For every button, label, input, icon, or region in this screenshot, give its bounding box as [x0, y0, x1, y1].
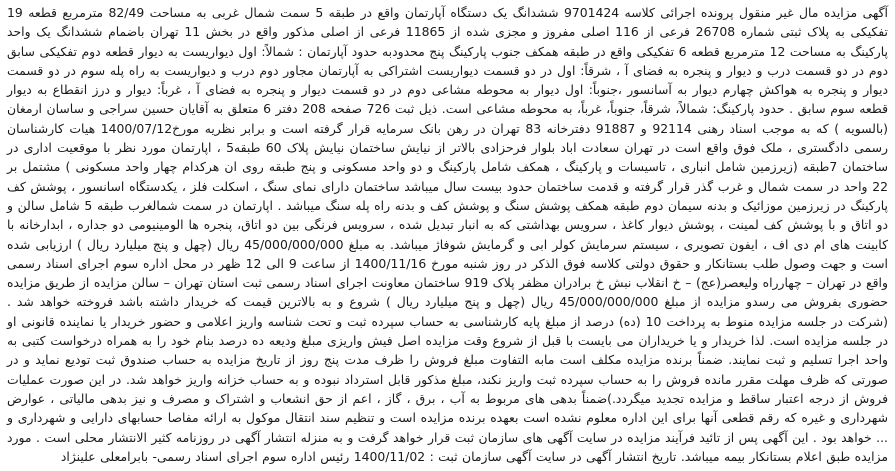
auction-notice-text: آگهی مزایده مال غیر منقول پرونده اجرائی کلاسه 9701424 ششدانگ یک دستگاه آپارتمان واقع در طبقه 5 سمت شمال غربی به مساحت 82/49 مترمربع قطعه 19 تفکیکی به پلاک ثبتی شماره 26708 فرعی از 116 اصلی مفروز و مجزی شده از 11865 فرعی از اصلی مذکور واقع در بخش 11 تهران باضمام ششدانگ یک واحد پارکینگ به مساحت 12 مترمربع قطعه 6 تفکیکی واقع در طبقه همکف جنوب پارکینگ پنج محدودبه حدود آپارتمان : شمالاً: اول دیواریست به دیوار قطعه دوم تفکیکی سابق دوم در دو قسمت درب و دیوار و پنجره به فضای آ ، شرقاً: اول در دو قسمت دیواریست اشتراکی به آپارتمان مجاور دوم درب و دیواریست به راه پله سوم در دو قسمت دیوار و پنجره به هواکش چهارم دیوار به آسانسور ،جنوباً: اول دیوار به محوطه مشاعی دوم در دو قسمت دیوار و پنجره به فضای آ ، غرباً: دیوار و درز انقطاع به دیوار قطعه سوم سابق . حدود پارکینگ: شمالاً، شرقاً، جنوباً، غرباً، به محوطه مشاعی است. ذیل ثبت 726 صفحه 208 دفتر 6 متعلق به آقایان حسین سراجی و ساسان ارمغان (بالسویه ) که به موجب اسناد رهنی 92114 و 91887 دفترخانه 83 تهران در رهن بانک سرمایه قرار گرفته است و برابر نظریه مورخ1400/07/12 هیات کارشناسان رسمی دادگستری ، ملک فوق واقع است در تهران سعادت اباد بلوار فرحزادی بالاتر از نیایش ساختمان نیایش پلاک 60 طبقه5 ، اپارتمان مورد نظر با موقعیت اداری در ساختمان 7طبقه (زیرزمین شامل انباری ، تاسیسات و پارکینگ ، همکف شامل پارکینگ و دو واحد مسکونی و پنج طبقه روی ان هرکدام چهار واحد مسکونی ) مشتمل بر 22 واحد در سمت شمال و غرب گذر قرار گرفته و قدمت ساختمان حدود بیست سال میباشد ساختمان دارای نمای سنگ ، اسکلت فلز ، یکدستگاه اسانسور ، پوشش کف پارکینگ در زیرزمین موزائیک و بدنه سیمان دوم طبقه همکف پوشش سنگ و پوشش کف و بدنه راه پله سنگ میباشد . اپارتمان در سمت شمالغرب طبقه 5 شامل سالن و دو اتاق و با پوشش کف لمینت ، پوشش دیوار کاغذ ، سرویس بهداشتی که به انبار تبدیل شده ، سرویس فرنگی بین دو اتاق، پنجره ها الومینیومی دو جداره ، ابدارخانه با کابینت های ام دی اف ، ایفون تصویری ، سیستم سرمایش کولر ابی و گرمایش شوفاژ میباشد. به مبلغ 45/000/000/000 ریال (چهل و پنج میلیارد ریال ) ارزیابی شده است و جهت وصول طلب بستانکار و حقوق دولتی کلاسه فوق الذکر در روز شنبه مورخ 1400/11/16 از ساعت 9 الی 12 ظهر در محل اداره سوم اجرای اسناد رسمی واقع در تهران – چهارراه ولیعصر(عج) – خ انقلاب نبش خ برادران مظفر پلاک 919 ساختمان معاونت اجرای اسناد رسمی ثبت استان تهران – سالن مزایده از طریق مزایده حضوری بفروش می رسدو مزایده از مبلغ 45/000/000/000 ریال (چهل و پنج میلیارد ریال ) شروع و به بالاترین قیمت که خریدار داشته باشد فروخته خواهد شد . (شرکت در جلسه مزایده منوط به پرداخت 10 (ده) درصد از مبلغ پایه کارشناسی به حساب سپرده ثبت و تحت شناسه واریز اعلامی و حضور خریدار یا نماینده قانونی او در جلسه مزایده است. لذا خریدار و یا خریداران می بایست با قبل از شروع وقت مزایده اصل فیش واریزی مبلغ ودیعه ده درصد بنام خود را به همراه درخواست کتبی به واحد اجرا تسلیم و ثبت نمایند. ضمناً برنده مزایده مکلف است مابه التفاوت مبلغ فروش را ظرف مدت پنج روز از تاریخ مزایده به حساب صندوق ثبت تودیع نماید و در صورتی که ظرف مهلت مقرر مانده فروش را به حساب سپرده ثبت واریز نکند، مبلغ مذکور قابل استرداد نبوده و به حساب خزانه واریز خواهد شد. در این صورت عملیات فروش از درجه اعتبار ساقط و مزایده تجدید میگردد.)ضمناً بدهی های مربوط به آب ، برق ، گاز ، اعم از حق انشعاب و اشتراک و مصرف و نیز بدهی مالیاتی ، عوارض شهرداری و غیره که رقم قطعی آنها برای این اداره معلوم نشده است بعهده برنده مزایده است و تنظیم سند انتقال موکول به ارائه مفاصا حسابهای دارایی و شهرداری و ... خواهد بود . این آگهی پس از تائید فرآیند مزایده در سایت آگهی های سازمان ثبت قرار خواهد گرفت و به منزله انتشار آگهی در روزنامه کثیر الانتشار محلی است . مورد مزایده طبق اعلام بستانکار بیمه میباشد. تاریخ انتشار آگهی در سایت آگهی سازمان ثبت : 1400/11/02 رئیس اداره سوم اجرای اسناد رسمی- بابرامعلی علینژاد	[7, 5, 888, 464]
